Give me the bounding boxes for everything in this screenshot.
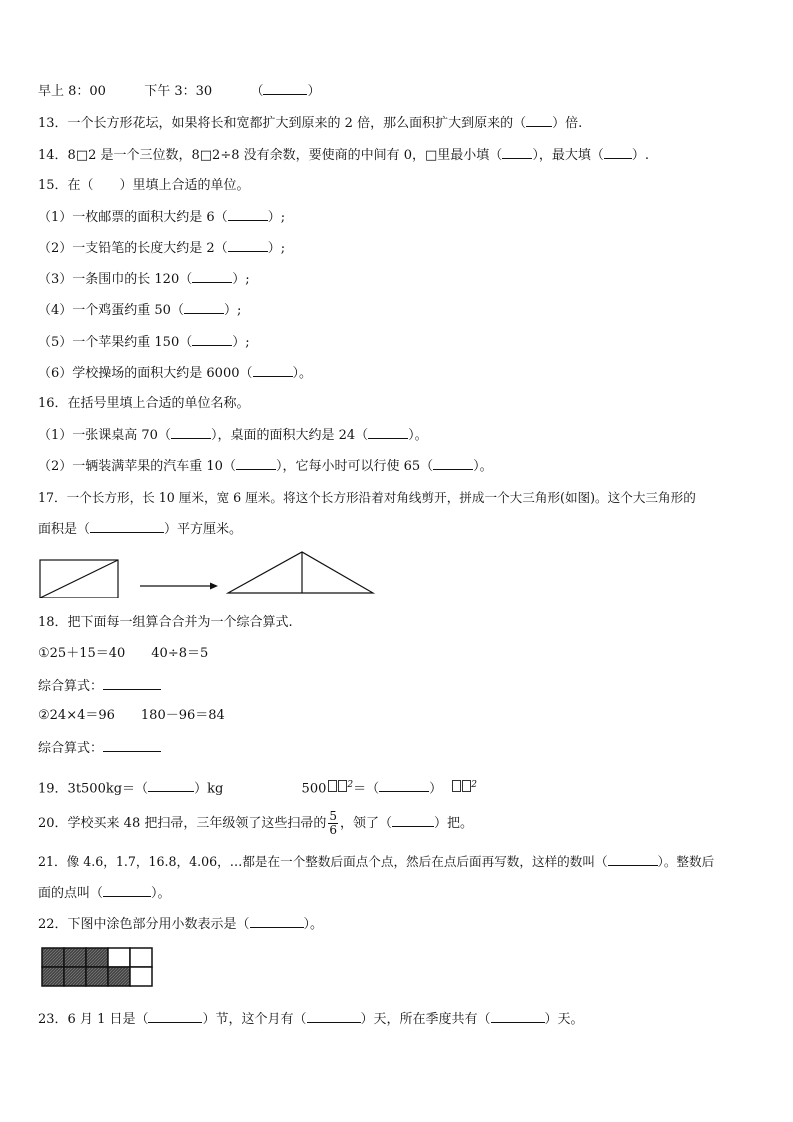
answer-blank[interactable] <box>253 364 293 377</box>
question-21-line-2: 面的点叫（ ）。 <box>38 886 171 901</box>
answer-blank[interactable] <box>307 1010 361 1023</box>
big-triangle-shape <box>228 552 373 593</box>
question-18-title: 18．把下面每一组算合合并为一个综合算式. <box>38 615 293 630</box>
answer-blank[interactable] <box>236 457 276 470</box>
question-14: 14．8□2 是一个三位数，8□2÷8 没有余数，要使商的中间有 0，□里最小填（ ），最大填（ ）. <box>38 148 649 163</box>
rectangle-to-triangle-figure <box>36 548 381 598</box>
answer-blank[interactable] <box>148 1010 202 1023</box>
answer-blank[interactable] <box>103 884 151 897</box>
question-16-line-1: （1）一张课桌高 70（ ），桌面的面积大约是 24（ ）。 <box>38 428 428 443</box>
grid-cell <box>108 948 130 967</box>
answer-blank[interactable] <box>491 1010 545 1023</box>
grid-cell-shaded <box>42 967 64 986</box>
unit-placeholder-box <box>462 780 471 792</box>
answer-blank[interactable] <box>526 114 552 127</box>
question-18-group-2: ②24×4＝96 180－96＝84 <box>38 708 225 723</box>
grid-cell-shaded <box>42 948 64 967</box>
question-15-item: （4）一个鸡蛋约重 50（ ）; <box>38 303 242 318</box>
question-19: 19．3t500kg＝（ ）kg 500 $^2$＝（ ） $^2$ <box>38 780 478 797</box>
answer-blank[interactable] <box>228 239 268 252</box>
question-16-line-2: （2）一辆装满苹果的汽车重 10（ ），它每小时可以行使 65（ ）。 <box>38 459 493 474</box>
question-18-label-1: 综合算式： <box>38 677 161 696</box>
q12-line: 早上 8：00 下午 3：30 （ ） <box>38 84 321 99</box>
answer-blank[interactable] <box>392 814 434 827</box>
grid-cell-shaded <box>64 967 86 986</box>
answer-blank[interactable] <box>228 208 268 221</box>
q12-time-a: 早上 8：00 <box>38 84 106 99</box>
question-13: 13．一个长方形花坛，如果将长和宽都扩大到原来的 2 倍，那么面积扩大到原来的（ ）倍. <box>38 116 583 131</box>
grid-cell-shaded <box>86 967 108 986</box>
answer-blank[interactable] <box>148 779 194 792</box>
answer-blank[interactable] <box>192 333 232 346</box>
question-18-group-1: ①25＋15＝40 40÷8＝5 <box>38 646 209 661</box>
answer-blank[interactable] <box>608 853 658 866</box>
question-18-label-2: 综合算式： <box>38 739 161 758</box>
question-15-item: （3）一条围巾的长 120（ ）; <box>38 272 250 287</box>
answer-blank[interactable] <box>250 915 304 928</box>
question-15-title: 15．在（ ）里填上合适的单位。 <box>38 178 250 193</box>
question-15-item: （6）学校操场的面积大约是 6000（ ）。 <box>38 366 313 381</box>
grid-cell <box>130 948 152 967</box>
answer-blank[interactable] <box>103 739 161 752</box>
question-22: 22．下图中涂色部分用小数表示是（ ）。 <box>38 917 324 932</box>
unit-placeholder-box <box>452 780 461 792</box>
answer-blank[interactable] <box>604 146 632 159</box>
grid-cell-shaded <box>86 948 108 967</box>
question-15-item: （2）一支铅笔的长度大约是 2（ ）; <box>38 241 286 256</box>
answer-blank[interactable] <box>103 677 161 690</box>
answer-blank[interactable] <box>368 426 408 439</box>
answer-blank[interactable] <box>184 301 224 314</box>
grid-cell-shaded <box>108 967 130 986</box>
question-15-item: （5）一个苹果约重 150（ ）; <box>38 335 250 350</box>
answer-blank[interactable] <box>90 520 164 533</box>
answer-blank[interactable] <box>379 779 429 792</box>
unit-placeholder-box <box>328 780 337 792</box>
grid-cell-shaded <box>64 948 86 967</box>
answer-blank[interactable] <box>433 457 473 470</box>
question-15-item: （1）一枚邮票的面积大约是 6（ ）; <box>38 210 286 225</box>
question-17-line-1: 17．一个长方形，长 10 厘米，宽 6 厘米。将这个长方形沿着对角线剪开，拼成一个大三角形(如图)。这个大三角形的 <box>38 490 696 505</box>
question-21-line-1: 21．像 4.6，1.7，16.8，4.06，…都是在一个整数后面点个点，然后在点后面再写数，这样的数叫（ ）。整数后 <box>38 854 715 869</box>
grid-cell <box>130 967 152 986</box>
question-17-line-2: 面积是（ ）平方厘米。 <box>38 522 243 537</box>
question-20: 20．学校买来 48 把扫帚，三年级领了这些扫帚的 $\frac{5}{6}$ ，领了（ ）把。 <box>38 809 474 837</box>
q12-time-b: 下午 3：30 <box>144 84 213 99</box>
answer-blank[interactable] <box>502 146 532 159</box>
question-16-title: 16．在括号里填上合适的单位名称。 <box>38 396 250 411</box>
arrow-head-icon <box>210 583 218 590</box>
diagonal-line <box>40 560 118 598</box>
fraction: $\frac{5}{6}$ <box>329 809 337 837</box>
answer-blank[interactable] <box>263 82 307 95</box>
shaded-grid-figure <box>40 946 154 990</box>
answer-blank[interactable] <box>192 270 232 283</box>
answer-blank[interactable] <box>171 426 211 439</box>
question-23: 23．6 月 1 日是（ ）节，这个月有（ ）天，所在季度共有（ ）天。 <box>38 1012 584 1027</box>
